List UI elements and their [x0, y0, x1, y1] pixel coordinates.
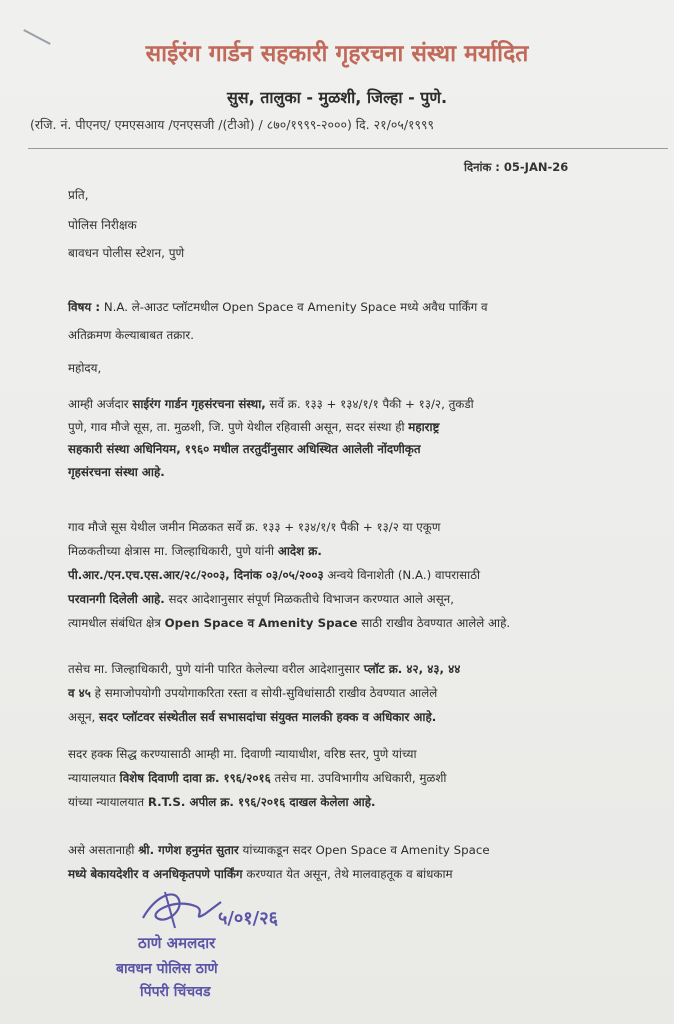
p2-line-5-pre: त्यामधील संबंधित क्षेत्र — [68, 616, 165, 630]
p2-line-4-bold: परवानगी दिलेली आहे. — [68, 592, 165, 606]
p1-line-2 — [68, 419, 439, 435]
p2-line-5-bold: Open Space व Amenity Space — [164, 616, 358, 630]
subject-label: विषय : — [68, 300, 101, 314]
p4-line-1-pre: सदर हक्क सिद्ध करण्यासाठी आम्ही मा. दिवाणी न्यायाधीश, वरिष्ठ स्तर, पुणे यांच्या — [68, 747, 417, 761]
org-address: सुस, तालुका - मुळशी, जिल्हा - पुणे. — [226, 88, 448, 107]
registration-line: (रजि. नं. पीएनए/ एमएसआय /एनएसजी /(टीओ) / ८७०/१९९९-२०००) दि. २१/०५/१९९९ — [30, 117, 435, 132]
p3-line-2-bold: व ४५ — [68, 686, 91, 700]
p3-line-3 — [68, 709, 436, 725]
p5-line-1 — [68, 842, 490, 858]
p3-line-3-bold: सदर प्लॉटवर संस्थेतील सर्व सभासदांचा संयुक्त मालकी हक्क व अधिकार आहे. — [99, 710, 437, 724]
p2-line-1-pre: गाव मौजे सूस येथील जमीन मिळकत सर्वे क्र. १३३ + १३४/१/१ पैकी + १३/२ या एकूण — [68, 520, 441, 534]
p5-line-2-bold: मध्ये बेकायदेशीर व अनधिकृतपणे पार्किंग — [68, 867, 243, 881]
p3-line-1-pre: तसेच मा. जिल्हाधिकारी, पुणे यांनी पारित केलेल्या वरील आदेशानुसार — [68, 662, 364, 676]
p3-line-3-pre: असून, — [68, 710, 100, 724]
p5-line-1-pre: असे असतानाही — [68, 843, 139, 857]
signature-date: ५/०१/२६ — [218, 908, 278, 929]
date-line — [464, 160, 568, 175]
p2-line-1 — [68, 519, 440, 535]
p2-line-5-post: साठी राखीव ठेवण्यात आलेले आहे. — [357, 616, 511, 630]
header-divider — [28, 148, 668, 149]
stamp-line-1: ठाणे अमलदार — [138, 934, 216, 952]
p1-line-1 — [68, 396, 474, 412]
p3-line-2 — [68, 685, 437, 701]
p1-line-3 — [68, 441, 421, 457]
p4-line-3-pre: यांच्या न्यायालयात — [68, 795, 148, 809]
p2-line-4-post: सदर आदेशानुसार संपूर्ण मिळकतीचे विभाजन करण्यात आले असून, — [164, 592, 454, 606]
p4-line-2-bold: विशेष दिवाणी दावा क्र. १९६/२०१६ — [119, 771, 271, 785]
p1-line-2-bold: महाराष्ट्र — [408, 419, 440, 434]
p1-line-1-pre: आम्ही अर्जदार — [68, 397, 133, 411]
p2-line-5 — [68, 615, 510, 631]
p4-line-1 — [68, 746, 417, 762]
p4-line-2-post: तसेच मा. उपविभागीय अधिकारी, मुळशी — [270, 771, 447, 785]
recipient-designation: पोलिस निरीक्षक — [68, 218, 137, 232]
p1-line-4 — [68, 464, 165, 480]
p3-line-2-post: हे समाजोपयोगी उपयोगाकरिता रस्ता व सोयी-सुविधांसाठी राखीव ठेवण्यात आलेले — [90, 686, 438, 700]
p4-line-3-bold: R.T.S. अपील क्र. १९६/२०१६ दाखल केलेला आहे. — [147, 795, 376, 809]
p2-line-3-post: अन्वये विनाशेती (N.A.) वापरासाठी — [323, 568, 481, 582]
p3-line-1-bold: प्लॉट क्र. ४२, ४३, ४४ — [363, 662, 461, 676]
p4-line-3 — [68, 794, 375, 810]
date-value: 05-JAN-26 — [503, 160, 569, 174]
recipient-station: बावधन पोलीस स्टेशन, पुणे — [68, 246, 185, 260]
p2-line-4 — [68, 591, 454, 607]
date-label: दिनांक : — [464, 160, 500, 174]
p1-line-3-bold: सहकारी संस्था अधिनियम, १९६० मधील तरतुदींनुसार अधिस्थित आलेली नोंदणीकृत — [68, 442, 421, 456]
p5-line-1-bold: श्री. गणेश हनुमंत सुतार — [138, 843, 239, 857]
p5-line-1-post: यांच्याकडून सदर Open Space व Amenity Space — [238, 843, 490, 857]
salutation-to: प्रति, — [68, 188, 89, 202]
p1-line-4-bold: गृहसंरचना संस्था आहे. — [68, 464, 165, 479]
p2-line-2 — [68, 543, 322, 559]
p2-line-3 — [68, 567, 480, 583]
p2-line-2-pre: मिळकतीच्या क्षेत्रास मा. जिल्हाधिकारी, पुणे यांनी — [68, 544, 278, 558]
org-name-heading: साईरंग गार्डन सहकारी गृहरचना संस्था मर्यादित — [145, 41, 529, 67]
stamp-line-2: बावधन पोलिस ठाणे — [116, 961, 218, 977]
subject-line-1 — [68, 299, 488, 315]
p1-line-1-post: सर्वे क्र. १३३ + १३४/१/१ पैकी + १३/२, तुकडी — [265, 397, 474, 411]
p4-line-2 — [68, 770, 446, 786]
p3-line-1 — [68, 661, 460, 677]
p2-line-3-bold: पी.आर./एन.एच.एस.आर/२८/२००३, दिनांक ०३/०५/२००३ — [68, 568, 324, 582]
subject-line-2: अतिक्रमण केल्याबाबत तक्रार. — [68, 328, 194, 342]
p5-line-2-post: करण्यात येत असून, तेथे मालवाहतूक व बांधकाम — [242, 867, 453, 881]
stamp-line-3: पिंपरी चिंचवड — [140, 984, 211, 1000]
p1-line-2-pre: पुणे, गाव मौजे सूस, ता. मुळशी, जि. पुणे येथील रहिवासी असून, सदर संस्था ही — [68, 419, 409, 434]
p2-line-2-bold: आदेश क्र. — [277, 544, 322, 558]
greeting: महोदय, — [68, 361, 102, 375]
p1-line-1-bold: साईरंग गार्डन गृहसंरचना संस्था, — [132, 397, 266, 411]
p4-line-2-pre: न्यायालयात — [68, 771, 120, 785]
subject-text-1: N.A. ले-आउट प्लॉटमधील Open Space व Amenity Space मध्ये अवैध पार्किंग व — [103, 300, 488, 314]
